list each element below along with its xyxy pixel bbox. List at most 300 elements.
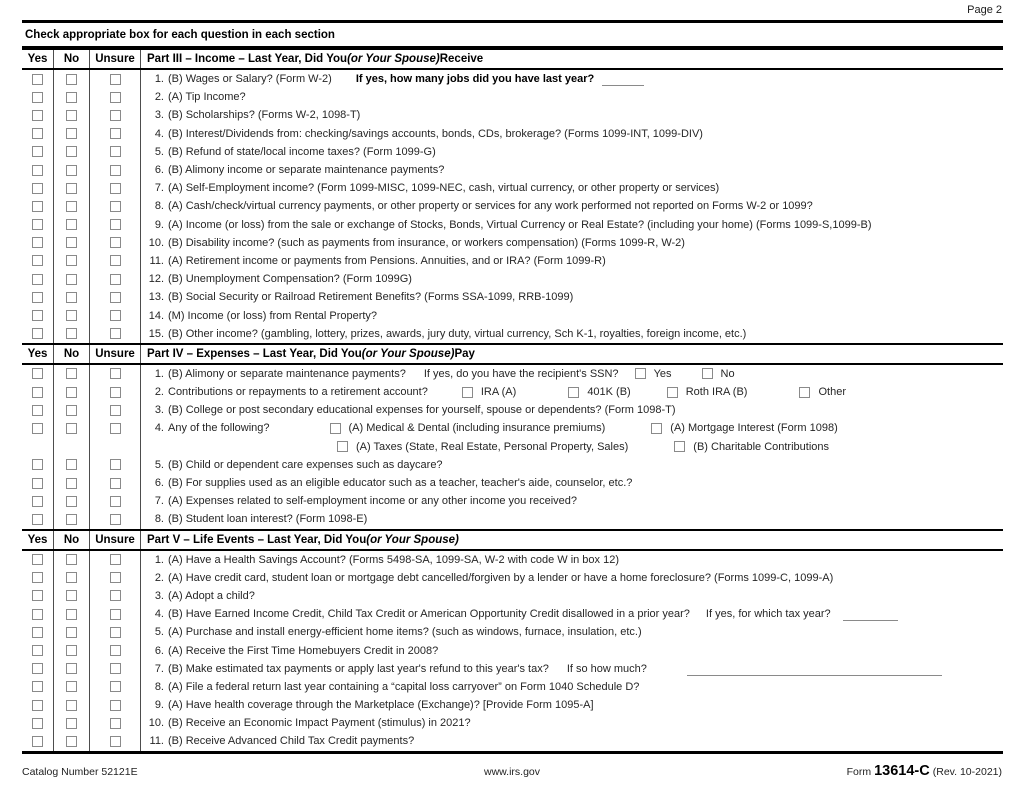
- yes-cell: [22, 456, 54, 474]
- question-number: 4.: [154, 127, 164, 140]
- unsure-cell: [90, 88, 141, 106]
- no-cell: [54, 216, 90, 234]
- section-title: [141, 531, 1003, 549]
- no-checkbox[interactable]: [66, 368, 77, 379]
- form-table: [22, 20, 1003, 754]
- yes-checkbox[interactable]: [32, 328, 43, 339]
- question-text: (A) Have credit card, student loan or mortgage debt cancelled/forgiven by a lender or have a home foreclosure? (Forms 1099-C, 1099-A): [168, 571, 834, 584]
- no-checkbox[interactable]: [66, 609, 77, 620]
- unsure-checkbox[interactable]: [110, 514, 121, 525]
- no-checkbox[interactable]: [66, 92, 77, 103]
- yes-checkbox[interactable]: [32, 219, 43, 230]
- no-cell: [54, 288, 90, 306]
- question-cell: [141, 510, 1003, 528]
- question-number: 1.: [154, 367, 164, 380]
- answer-blank[interactable]: [843, 608, 898, 621]
- no-checkbox[interactable]: [66, 201, 77, 212]
- yes-checkbox[interactable]: [32, 645, 43, 656]
- question-cell: [141, 456, 1003, 474]
- column-header-yes: Yes: [22, 50, 54, 68]
- yes-checkbox[interactable]: [32, 700, 43, 711]
- column-header-unsure: Unsure: [90, 50, 141, 68]
- question-number: 2.: [154, 571, 164, 584]
- answer-blank[interactable]: [687, 663, 942, 676]
- yes-checkbox[interactable]: [32, 423, 43, 434]
- yes-checkbox[interactable]: [32, 128, 43, 139]
- unsure-checkbox[interactable]: [110, 645, 121, 656]
- question-text: (M) Income (or loss) from Rental Property?: [168, 309, 378, 322]
- unsure-cell: [90, 510, 141, 528]
- question-cell: [141, 438, 1003, 456]
- question-row: [22, 306, 1003, 324]
- no-checkbox[interactable]: [66, 681, 77, 692]
- question-number: 10.: [148, 717, 164, 730]
- yes-checkbox[interactable]: [32, 110, 43, 121]
- inline-option: [799, 386, 846, 398]
- yes-cell: [22, 510, 54, 528]
- no-checkbox[interactable]: [66, 663, 77, 674]
- question-cell: [141, 288, 1003, 306]
- question-number: 3.: [154, 109, 164, 122]
- no-cell: [54, 551, 90, 569]
- no-cell: [54, 732, 90, 750]
- question-text: (A) Cash/check/virtual currency payments, or other property or services for any work performed not reported on Forms W-2 or 1099?: [168, 200, 813, 213]
- unsure-checkbox[interactable]: [110, 183, 121, 194]
- page-footer: [22, 763, 1002, 787]
- no-cell: [54, 510, 90, 528]
- question-number: 8.: [154, 513, 164, 526]
- column-header-yes: Yes: [22, 345, 54, 363]
- question-number: 13.: [148, 291, 164, 304]
- unsure-checkbox[interactable]: [110, 609, 121, 620]
- option-checkbox[interactable]: [635, 368, 646, 379]
- no-checkbox[interactable]: [66, 627, 77, 638]
- section-header-row: [22, 529, 1003, 551]
- yes-checkbox[interactable]: [32, 496, 43, 507]
- no-checkbox[interactable]: [66, 146, 77, 157]
- question-cell: [141, 551, 1003, 569]
- unsure-checkbox[interactable]: [110, 274, 121, 285]
- question-text: (B) Disability income? (such as payments from insurance, or workers compensation) (Forms 1099-R, W-2): [168, 236, 685, 249]
- question-row: [22, 641, 1003, 659]
- yes-checkbox[interactable]: [32, 255, 43, 266]
- yes-checkbox[interactable]: [32, 405, 43, 416]
- question-number: 11.: [149, 735, 164, 748]
- yes-checkbox[interactable]: [32, 201, 43, 212]
- unsure-cell: [90, 714, 141, 732]
- no-checkbox[interactable]: [66, 387, 77, 398]
- yes-checkbox[interactable]: [32, 368, 43, 379]
- question-number: 1.: [154, 553, 164, 566]
- question-number: 2.: [154, 386, 164, 399]
- question-text: (B) Interest/Dividends from: checking/savings accounts, bonds, CDs, brokerage? (Forms 1099-INT, 1099-DIV): [168, 127, 703, 140]
- question-number: 1.: [154, 73, 164, 86]
- question-text: (B) Make estimated tax payments or apply last year's refund to this year's tax?: [168, 662, 549, 675]
- question-number: 6.: [154, 164, 164, 177]
- no-checkbox[interactable]: [66, 328, 77, 339]
- question-text: (B) Social Security or Railroad Retirement Benefits? (Forms SSA-1099, RRB-1099): [168, 291, 574, 304]
- question-number: 14.: [148, 309, 164, 322]
- no-cell: [54, 714, 90, 732]
- option-checkbox[interactable]: [667, 387, 678, 398]
- no-cell: [54, 161, 90, 179]
- question-number: 3.: [154, 589, 164, 602]
- question-cell: [141, 234, 1003, 252]
- question-cell: [141, 252, 1003, 270]
- question-cell: [141, 474, 1003, 492]
- option-checkbox[interactable]: [568, 387, 579, 398]
- question-cell: [141, 88, 1003, 106]
- inline-option: [635, 368, 672, 380]
- unsure-checkbox[interactable]: [110, 368, 121, 379]
- option-label: 401K (B): [587, 386, 631, 399]
- no-checkbox[interactable]: [66, 736, 77, 747]
- question-text: (A) Income (or loss) from the sale or exchange of Stocks, Bonds, Virtual Currency or Real Estate? (including your home) (Forms 1099-S,1099-B): [168, 218, 872, 231]
- question-text: If so how much?: [566, 662, 647, 675]
- no-cell: [54, 365, 90, 383]
- yes-cell: [22, 641, 54, 659]
- unsure-checkbox[interactable]: [110, 478, 121, 489]
- yes-cell: [22, 714, 54, 732]
- unsure-checkbox[interactable]: [110, 572, 121, 583]
- unsure-checkbox[interactable]: [110, 496, 121, 507]
- no-checkbox[interactable]: [66, 572, 77, 583]
- question-cell: [141, 587, 1003, 605]
- yes-cell: [22, 492, 54, 510]
- unsure-cell: [90, 70, 141, 88]
- option-label: Yes: [653, 367, 672, 380]
- no-checkbox[interactable]: [66, 292, 77, 303]
- inline-option: [337, 441, 628, 453]
- unsure-checkbox[interactable]: [110, 146, 121, 157]
- option-label: (A) Taxes (State, Real Estate, Personal Property, Sales): [356, 440, 629, 453]
- unsure-cell: [90, 143, 141, 161]
- unsure-checkbox[interactable]: [110, 255, 121, 266]
- inline-option: [330, 422, 606, 434]
- option-checkbox[interactable]: [337, 441, 348, 452]
- yes-checkbox[interactable]: [32, 92, 43, 103]
- answer-blank[interactable]: [602, 73, 644, 86]
- section-title-spouse: (or Your Spouse): [347, 53, 440, 65]
- unsure-cell: [90, 306, 141, 324]
- question-text: (A) Receive the First Time Homebuyers Credit in 2008?: [168, 644, 439, 657]
- yes-cell: [22, 143, 54, 161]
- unsure-cell: [90, 569, 141, 587]
- no-checkbox[interactable]: [66, 405, 77, 416]
- yes-checkbox[interactable]: [32, 74, 43, 85]
- unsure-checkbox[interactable]: [110, 92, 121, 103]
- section-title-tail: Pay: [454, 347, 475, 360]
- no-cell: [54, 605, 90, 623]
- question-row: [22, 605, 1003, 623]
- yes-checkbox[interactable]: [32, 292, 43, 303]
- yes-checkbox[interactable]: [32, 165, 43, 176]
- no-checkbox[interactable]: [66, 237, 77, 248]
- unsure-cell: [90, 197, 141, 215]
- yes-checkbox[interactable]: [32, 310, 43, 321]
- unsure-checkbox[interactable]: [110, 663, 121, 674]
- no-cell: [54, 88, 90, 106]
- unsure-checkbox[interactable]: [110, 627, 121, 638]
- section-header-row: [22, 343, 1003, 365]
- unsure-checkbox[interactable]: [110, 554, 121, 565]
- question-text: Contributions or repayments to a retirement account?: [168, 386, 428, 399]
- yes-cell: [22, 106, 54, 124]
- section-title-text: Part IV – Expenses – Last Year, Did You: [147, 347, 362, 360]
- unsure-cell: [90, 419, 141, 437]
- question-row: [22, 70, 1003, 88]
- question-row: [22, 106, 1003, 124]
- no-checkbox[interactable]: [66, 255, 77, 266]
- question-text: (B) Wages or Salary? (Form W-2): [168, 73, 332, 86]
- no-checkbox[interactable]: [66, 128, 77, 139]
- column-header-unsure: Unsure: [90, 531, 141, 549]
- yes-cell: [22, 288, 54, 306]
- question-cell: [141, 696, 1003, 714]
- question-row: [22, 492, 1003, 510]
- no-cell: [54, 623, 90, 641]
- yes-checkbox[interactable]: [32, 237, 43, 248]
- unsure-checkbox[interactable]: [110, 110, 121, 121]
- yes-cell: [22, 438, 54, 456]
- no-checkbox[interactable]: [66, 219, 77, 230]
- no-checkbox[interactable]: [66, 183, 77, 194]
- yes-checkbox[interactable]: [32, 554, 43, 565]
- unsure-cell: [90, 696, 141, 714]
- question-number: 4.: [154, 608, 164, 621]
- unsure-checkbox[interactable]: [110, 219, 121, 230]
- no-cell: [54, 492, 90, 510]
- question-row: [22, 325, 1003, 343]
- no-checkbox[interactable]: [66, 590, 77, 601]
- unsure-cell: [90, 456, 141, 474]
- question-text: If yes, do you have the recipient's SSN?: [423, 367, 619, 380]
- yes-cell: [22, 306, 54, 324]
- question-text: (B) Have Earned Income Credit, Child Tax Credit or American Opportunity Credit disallowed in a prior year?: [168, 608, 690, 621]
- question-row: [22, 551, 1003, 569]
- no-cell: [54, 306, 90, 324]
- no-checkbox[interactable]: [66, 165, 77, 176]
- question-number: 7.: [154, 182, 164, 195]
- question-text: (B) Scholarships? (Forms W-2, 1098-T): [168, 109, 361, 122]
- yes-cell: [22, 70, 54, 88]
- question-cell: [141, 714, 1003, 732]
- form-number: 13614-C: [874, 763, 930, 779]
- no-cell: [54, 143, 90, 161]
- unsure-checkbox[interactable]: [110, 328, 121, 339]
- question-text: (B) Student loan interest? (Form 1098-E): [168, 513, 368, 526]
- option-label: No: [720, 367, 735, 380]
- unsure-checkbox[interactable]: [110, 74, 121, 85]
- option-checkbox[interactable]: [651, 423, 662, 434]
- yes-checkbox[interactable]: [32, 274, 43, 285]
- question-row: [22, 143, 1003, 161]
- no-checkbox[interactable]: [66, 274, 77, 285]
- question-text: (B) Other income? (gambling, lottery, prizes, awards, jury duty, virtual currency, Sch K-1, royalties, foreign income, etc.): [168, 327, 747, 340]
- unsure-cell: [90, 325, 141, 343]
- yes-cell: [22, 569, 54, 587]
- yes-cell: [22, 88, 54, 106]
- unsure-checkbox[interactable]: [110, 201, 121, 212]
- section-title: [141, 345, 1003, 363]
- question-cell: [141, 383, 1003, 401]
- question-text: (A) Tip Income?: [168, 91, 246, 104]
- no-checkbox[interactable]: [66, 496, 77, 507]
- no-cell: [54, 587, 90, 605]
- question-text: (A) Adopt a child?: [168, 589, 255, 602]
- no-cell: [54, 474, 90, 492]
- column-header-no: No: [54, 345, 90, 363]
- yes-checkbox[interactable]: [32, 146, 43, 157]
- unsure-checkbox[interactable]: [110, 165, 121, 176]
- yes-checkbox[interactable]: [32, 609, 43, 620]
- question-cell: [141, 70, 1003, 88]
- unsure-checkbox[interactable]: [110, 459, 121, 470]
- no-cell: [54, 569, 90, 587]
- question-number: 4.: [154, 422, 164, 435]
- question-cell: [141, 401, 1003, 419]
- unsure-checkbox[interactable]: [110, 736, 121, 747]
- no-cell: [54, 660, 90, 678]
- no-cell: [54, 678, 90, 696]
- inline-option: [462, 386, 516, 398]
- question-text: If yes, for which tax year?: [705, 608, 831, 621]
- question-row: [22, 401, 1003, 419]
- unsure-cell: [90, 438, 141, 456]
- unsure-checkbox[interactable]: [110, 423, 121, 434]
- option-checkbox[interactable]: [330, 423, 341, 434]
- question-text-bold: If yes, how many jobs did you have last year?: [355, 73, 595, 86]
- yes-checkbox[interactable]: [32, 387, 43, 398]
- inline-option: [651, 422, 838, 434]
- yes-checkbox[interactable]: [32, 183, 43, 194]
- unsure-checkbox[interactable]: [110, 128, 121, 139]
- no-cell: [54, 197, 90, 215]
- no-cell: [54, 438, 90, 456]
- column-header-no: No: [54, 531, 90, 549]
- website-link[interactable]: www.irs.gov: [483, 766, 540, 778]
- yes-cell: [22, 383, 54, 401]
- unsure-checkbox[interactable]: [110, 718, 121, 729]
- yes-cell: [22, 365, 54, 383]
- question-text: (B) Unemployment Compensation? (Form 1099G): [168, 273, 412, 286]
- yes-cell: [22, 179, 54, 197]
- no-checkbox[interactable]: [66, 310, 77, 321]
- question-cell: [141, 325, 1003, 343]
- option-label: IRA (A): [480, 386, 517, 399]
- question-row: [22, 252, 1003, 270]
- no-checkbox[interactable]: [66, 514, 77, 525]
- question-cell: [141, 569, 1003, 587]
- unsure-checkbox[interactable]: [110, 387, 121, 398]
- yes-checkbox[interactable]: [32, 736, 43, 747]
- question-text: (A) Have health coverage through the Marketplace (Exchange)? [Provide Form 1095-A]: [168, 699, 594, 712]
- question-row: [22, 365, 1003, 383]
- section-title-tail: Receive: [439, 53, 484, 65]
- no-checkbox[interactable]: [66, 554, 77, 565]
- inline-option: [568, 386, 630, 398]
- question-row: [22, 197, 1003, 215]
- no-cell: [54, 696, 90, 714]
- yes-checkbox[interactable]: [32, 627, 43, 638]
- question-cell: [141, 197, 1003, 215]
- option-checkbox[interactable]: [799, 387, 810, 398]
- no-cell: [54, 419, 90, 437]
- no-checkbox[interactable]: [66, 110, 77, 121]
- no-checkbox[interactable]: [66, 718, 77, 729]
- no-checkbox[interactable]: [66, 700, 77, 711]
- yes-cell: [22, 197, 54, 215]
- no-checkbox[interactable]: [66, 423, 77, 434]
- unsure-checkbox[interactable]: [110, 681, 121, 692]
- unsure-checkbox[interactable]: [110, 700, 121, 711]
- yes-checkbox[interactable]: [32, 681, 43, 692]
- yes-checkbox[interactable]: [32, 590, 43, 601]
- yes-checkbox[interactable]: [32, 478, 43, 489]
- question-row: [22, 125, 1003, 143]
- no-checkbox[interactable]: [66, 459, 77, 470]
- question-cell: [141, 143, 1003, 161]
- question-cell: [141, 161, 1003, 179]
- unsure-checkbox[interactable]: [110, 405, 121, 416]
- option-checkbox[interactable]: [702, 368, 713, 379]
- question-cell: [141, 678, 1003, 696]
- question-number: 6.: [154, 644, 164, 657]
- option-checkbox[interactable]: [462, 387, 473, 398]
- unsure-checkbox[interactable]: [110, 292, 121, 303]
- yes-cell: [22, 623, 54, 641]
- option-label: (A) Medical & Dental (including insurance premiums): [348, 422, 606, 435]
- unsure-checkbox[interactable]: [110, 590, 121, 601]
- no-cell: [54, 252, 90, 270]
- inline-option: [667, 386, 748, 398]
- yes-checkbox[interactable]: [32, 514, 43, 525]
- no-checkbox[interactable]: [66, 74, 77, 85]
- question-row: [22, 660, 1003, 678]
- yes-cell: [22, 270, 54, 288]
- question-row: [22, 510, 1003, 528]
- yes-checkbox[interactable]: [32, 459, 43, 470]
- unsure-cell: [90, 678, 141, 696]
- unsure-cell: [90, 106, 141, 124]
- unsure-cell: [90, 216, 141, 234]
- no-checkbox[interactable]: [66, 478, 77, 489]
- unsure-checkbox[interactable]: [110, 310, 121, 321]
- page-number-label: Page 2: [967, 4, 1002, 16]
- column-header-no: No: [54, 50, 90, 68]
- column-header-unsure: Unsure: [90, 345, 141, 363]
- option-checkbox[interactable]: [674, 441, 685, 452]
- yes-checkbox[interactable]: [32, 663, 43, 674]
- form-revision: (Rev. 10-2021): [932, 766, 1002, 778]
- question-text: (A) File a federal return last year containing a “capital loss carryover” on Form 1040 Schedule D?: [168, 680, 640, 693]
- unsure-cell: [90, 474, 141, 492]
- unsure-checkbox[interactable]: [110, 237, 121, 248]
- question-cell: [141, 419, 1003, 437]
- question-cell: [141, 125, 1003, 143]
- yes-checkbox[interactable]: [32, 572, 43, 583]
- option-label: Other: [818, 386, 846, 399]
- question-number: 12.: [148, 273, 164, 286]
- unsure-cell: [90, 288, 141, 306]
- no-checkbox[interactable]: [66, 645, 77, 656]
- no-cell: [54, 70, 90, 88]
- option-label: (B) Charitable Contributions: [693, 440, 830, 453]
- yes-checkbox[interactable]: [32, 718, 43, 729]
- column-header-yes: Yes: [22, 531, 54, 549]
- question-text: Any of the following?: [168, 422, 270, 435]
- question-text: (A) Have a Health Savings Account? (Forms 5498-SA, 1099-SA, W-2 with code W in box 12): [168, 553, 619, 566]
